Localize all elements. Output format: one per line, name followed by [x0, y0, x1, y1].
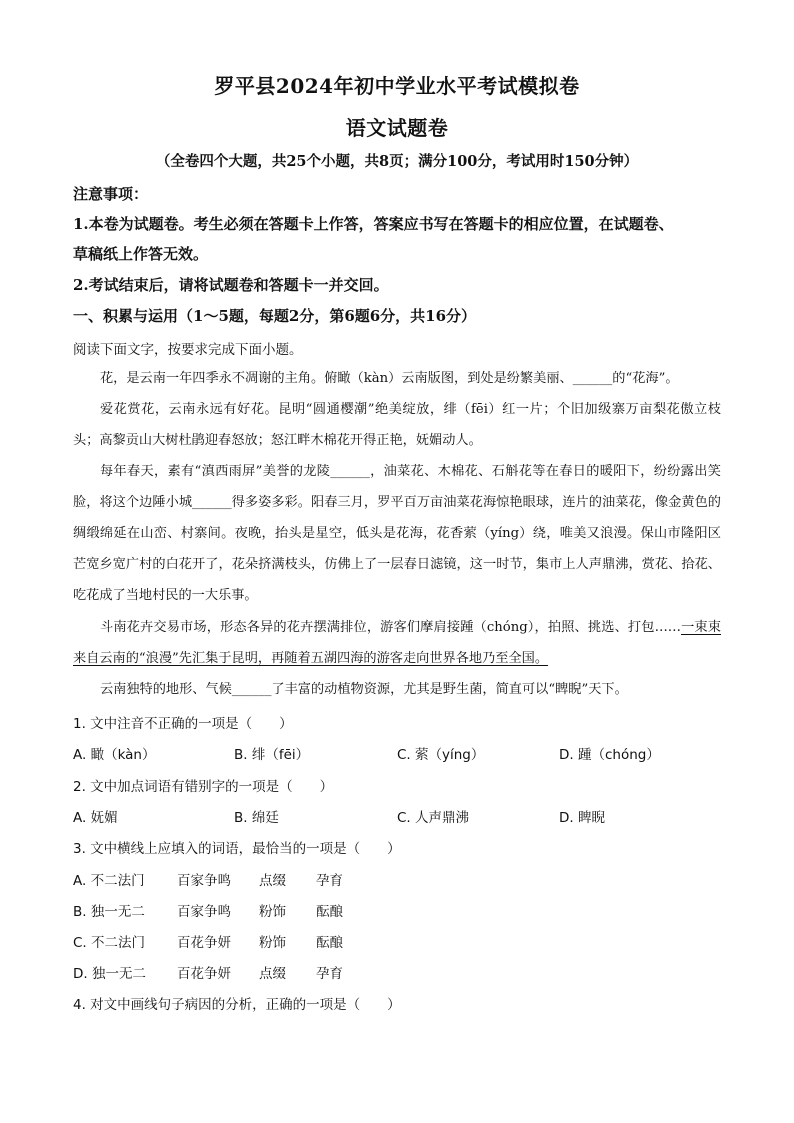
option-word: 粉饰	[259, 935, 286, 951]
notice-heading: 注意事项：	[73, 185, 149, 203]
question-1-option-c: C. 萦（yíng）	[397, 747, 485, 763]
passage-paragraph-4-text: 斗南花卉交易市场，形态各异的花卉摆满排位，游客们摩肩接踵（chóng），拍照、挑选、打包……	[100, 620, 681, 635]
question-1-option-b: B. 绯（fēi）	[234, 747, 310, 763]
question-3-option-c	[73, 931, 343, 951]
option-word: 酝酿	[316, 935, 343, 951]
section-1-heading: 一、积累与运用（1～5题，每题2分，第6题6分，共16分）	[73, 307, 477, 325]
question-2-option-d: D. 睥睨	[559, 810, 605, 826]
option-word: 百家争鸣	[177, 873, 231, 889]
question-3-option-d	[73, 962, 343, 982]
question-3-option-b	[73, 900, 343, 920]
section-1-instruction: 阅读下面文字，按要求完成下面小题。	[73, 342, 303, 358]
question-3-option-a	[73, 869, 343, 889]
notice-item-2: 2.考试结束后，请将试题卷和答题卡一并交回。	[73, 276, 389, 294]
question-2-option-c: C. 人声鼎沸	[397, 810, 470, 826]
option-word: C. 不二法门	[73, 935, 146, 951]
question-2-option-b: B. 绵廷	[234, 810, 279, 826]
passage-paragraph-3: 每年春天，素有“滇西雨屏”美誉的龙陵______，油菜花、木棉花、石斛花等在春日的暖阳下，纷纷露出笑脸，将这个边陲小城______得多姿多彩。阳春三月，罗平百万亩油菜花海惊艳眼球，连片的油菜花，像金黄色的绸缎绵延在山峦、村寨间。夜晚，抬头是星空，低头是花海，花香萦（yíng）绕，唯美又浪漫。保山市隆阳区芒宽乡宽广村的白花开了，花朵挤满枝头，仿佛上了一层春日滤镜，这一时节，集市上人声鼎沸，赏花、拾花、吃花成了当地村民的一大乐事。	[73, 464, 721, 603]
passage-paragraph-1: 花，是云南一年四季永不凋谢的主角。俯瞰（kàn）云南版图，到处是纷繁美丽、______的“花海”。	[100, 371, 679, 386]
option-word: B. 独一无二	[73, 904, 145, 920]
underlined-sentence-start: 一	[680, 620, 695, 635]
option-word: 百花争妍	[177, 935, 231, 951]
option-word: D. 独一无二	[73, 966, 146, 982]
exam-title: 罗平县2024年初中学业水平考试模拟卷	[214, 74, 580, 98]
option-word: 点缀	[259, 966, 286, 982]
question-1-stem: 1. 文中注音不正确的一项是（ ）	[73, 716, 293, 732]
question-2-option-a: A. 妩媚	[73, 810, 118, 826]
option-word: 孕育	[316, 873, 343, 889]
option-word: 百花争妍	[177, 966, 231, 982]
question-4-stem: 4. 对文中画线句子病因的分析，正确的一项是（ ）	[73, 997, 401, 1013]
question-2-stem: 2. 文中加点词语有错别字的一项是（ ）	[73, 779, 334, 795]
option-word: 粉饰	[259, 904, 286, 920]
question-3-stem: 3. 文中横线上应填入的词语，最恰当的一项是（ ）	[73, 841, 401, 857]
passage-paragraph-5: 云南独特的地形、气候______了丰富的动植物资源，尤其是野生菌，简直可以“睥睨”天下。	[100, 682, 628, 697]
underlined-sentence: 束束来自云南的“浪漫”先汇集于昆明，再随着五湖四海的游客走向世界各地乃至全国。	[73, 620, 722, 666]
option-word: 酝酿	[316, 904, 343, 920]
option-word: 百家争鸣	[177, 904, 231, 920]
question-1-option-a: A. 瞰（kàn）	[73, 747, 156, 763]
option-word: 孕育	[316, 966, 343, 982]
notice-item-1-line-2: 草稿纸上作答无效。	[73, 245, 209, 263]
passage-paragraph-2: 爱花赏花，云南永远有好花。昆明“圆通樱潮”绝美绽放，绯（fēi）红一片；个旧加级寨万亩梨花傲立枝头；高黎贡山大树杜鹃迎春怒放；怒江畔木棉花开得正艳，妩媚动人。	[73, 402, 721, 448]
option-word: 点缀	[259, 873, 286, 889]
notice-item-1-line-1: 1.本卷为试题卷。考生必须在答题卡上作答，答案应书写在答题卡的相应位置，在试题卷、	[73, 215, 674, 233]
question-1-option-d: D. 踵（chóng）	[559, 747, 660, 763]
exam-subtitle: 语文试题卷	[345, 116, 449, 140]
passage-paragraph-4	[73, 612, 721, 674]
option-word: A. 不二法门	[73, 873, 145, 889]
exam-info: （全卷四个大题，共25个小题，共8页；满分100分，考试用时150分钟）	[155, 153, 639, 170]
